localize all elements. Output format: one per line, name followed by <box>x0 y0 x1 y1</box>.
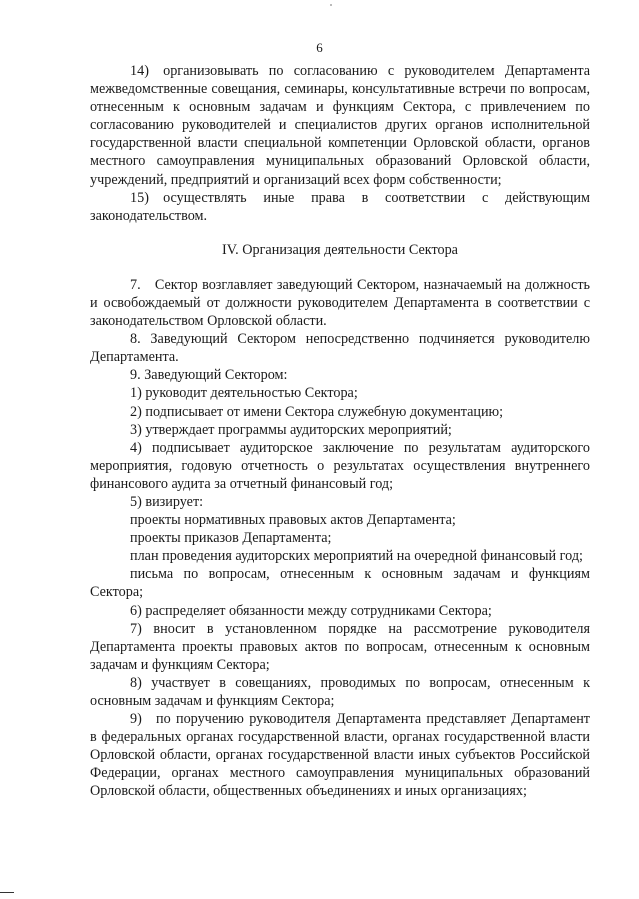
list-item-9: 9) по поручению руководителя Департамента представляет Департамент в федеральных органах государственной власти, органах государственной власти Орловской области, органах государственной власти иных субъектов Российской Федерации, органах местного самоуправления муниципальных образований Орловской области, общественных объединениях и иных организациях; <box>90 711 590 800</box>
page-number: 6 <box>316 40 323 55</box>
list-item-7: 7) вносит в установленном порядке на рассмотрение руководителя Департамента проекты правовых актов по вопросам, отнесенным к основным задачам и функциям Сектора; <box>90 620 590 673</box>
list-item-1: 1) руководит деятельностью Сектора; <box>130 385 358 402</box>
sub-item-draft-acts: проекты нормативных правовых актов Департамента; <box>130 512 456 529</box>
paragraph-rights-15: 15) осуществлять иные права в соответствии с действующим законодательством. <box>90 189 590 224</box>
paragraph-8: 8. Заведующий Сектором непосредственно подчиняется руководителю Департамента. <box>90 331 590 366</box>
list-item-4: 4) подписывает аудиторское заключение по результатам аудиторского мероприятия, годовую отчетность о результатах осуществления внутреннего финансового аудита за отчетный финансовый год; <box>90 439 590 492</box>
sub-item-audit-plan: план проведения аудиторских мероприятий на очередной финансовый год; <box>130 548 583 565</box>
sub-item-draft-orders: проекты приказов Департамента; <box>130 530 332 547</box>
scan-edge-mark <box>0 892 14 893</box>
section-heading: IV. Организация деятельности Сектора <box>222 241 458 258</box>
list-item-3: 3) утверждает программы аудиторских мероприятий; <box>130 421 452 438</box>
sub-item-letters: письма по вопросам, отнесенным к основным задачам и функциям Сектора; <box>90 566 590 601</box>
list-item-2: 2) подписывает от имени Сектора служебную документацию; <box>130 403 504 420</box>
paragraph-7: 7. Сектор возглавляет заведующий Сектором, назначаемый на должность и освобождаемый от должности руководителем Департамента в соответствии с законодательством Орловской области. <box>90 276 590 330</box>
list-item-8: 8) участвует в совещаниях, проводимых по вопросам, отнесенным к основным задачам и функциям Сектора; <box>90 674 590 709</box>
list-item-6: 6) распределяет обязанности между сотрудниками Сектора; <box>130 602 492 619</box>
paragraph-rights-14: 14) организовывать по согласованию с руководителем Департамента межведомственные совещания, семинары, консультативные встречи по вопросам, отнесенным к основным задачам и функциям Сектора, с привлечением по согласованию руководителей и специалистов других органов исполнительной государственной власти специальной компетенции Орловской области, органов местного самоуправления муниципальных образований Орловской области, учреждений, предприятий и организаций всех форм собственности; <box>90 63 590 188</box>
document-body <box>90 62 590 801</box>
paragraph-9: 9. Заведующий Сектором: <box>130 367 288 384</box>
scan-speck <box>330 4 332 6</box>
list-item-5: 5) визирует: <box>130 493 204 510</box>
